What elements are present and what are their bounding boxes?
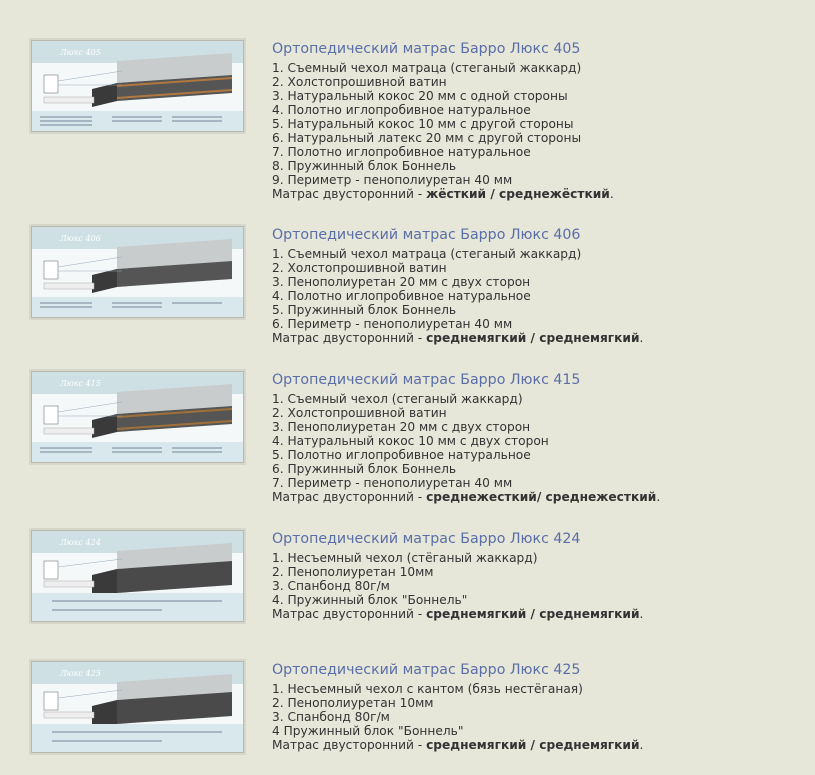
summary-prefix: Матрас двусторонний - <box>272 607 427 621</box>
summary-prefix: Матрас двусторонний - <box>272 738 427 752</box>
summary-prefix: Матрас двусторонний - <box>272 187 427 201</box>
mattress-image[interactable] <box>31 226 244 318</box>
summary-suffix: . <box>656 490 661 504</box>
list-item: 4. Полотно иглопробивное натуральное <box>272 289 531 303</box>
mattress-cross-section-illustration <box>32 662 243 752</box>
list-item: 3. Спанбонд 80г/м <box>272 710 390 724</box>
feature-list <box>272 682 812 738</box>
list-item: 4. Полотно иглопробивное натуральное <box>272 103 531 117</box>
list-item: 7. Полотно иглопробивное натуральное <box>272 145 531 159</box>
list-item: 6. Пружинный блок Боннель <box>272 462 457 476</box>
list-item: 2. Холстопрошивной ватин <box>272 261 447 275</box>
image-caption: Люкс 425 <box>60 669 101 678</box>
summary-prefix: Матрас двусторонний - <box>272 331 427 345</box>
list-item: 3. Натуральный кокос 20 мм с одной стороны <box>272 89 568 103</box>
summary-suffix: . <box>639 607 644 621</box>
list-item: 8. Пружинный блок Боннель <box>272 159 457 173</box>
list-item: 9. Периметр - пенополиуретан 40 мм <box>272 173 513 187</box>
list-item: 2. Холстопрошивной ватин <box>272 75 447 89</box>
mattress-image[interactable] <box>31 371 244 463</box>
list-item: 5. Натуральный кокос 10 мм с другой стороны <box>272 117 574 131</box>
mattress-image[interactable] <box>31 530 244 622</box>
feature-list <box>272 247 812 331</box>
mattress-cross-section-illustration <box>32 531 243 621</box>
product-info <box>272 40 812 201</box>
firmness-summary <box>272 490 812 504</box>
product-title[interactable]: Ортопедический матрас Барро Люкс 406 <box>272 227 581 243</box>
product-title[interactable]: Ортопедический матрас Барро Люкс 415 <box>272 372 581 388</box>
product-title[interactable]: Ортопедический матрас Барро Люкс 425 <box>272 662 581 678</box>
firmness-value: среднемягкий / среднемягкий <box>426 607 640 621</box>
image-caption: Люкс 424 <box>60 538 101 547</box>
firmness-summary <box>272 331 812 345</box>
summary-prefix: Матрас двусторонний - <box>272 490 427 504</box>
list-item: 1. Съемный чехол (стеганый жаккард) <box>272 392 523 406</box>
list-item: 2. Пенополиуретан 10мм <box>272 696 434 710</box>
mattress-image[interactable] <box>31 40 244 132</box>
mattress-cross-section-illustration <box>32 227 243 317</box>
firmness-value: среднежесткий/ среднежесткий <box>426 490 657 504</box>
list-item: 1. Несъемный чехол с кантом (бязь нестёганая) <box>272 682 583 696</box>
mattress-image[interactable] <box>31 661 244 753</box>
list-item: 7. Периметр - пенополиуретан 40 мм <box>272 476 513 490</box>
product-title[interactable]: Ортопедический матрас Барро Люкс 424 <box>272 531 581 547</box>
firmness-summary <box>272 607 812 621</box>
firmness-value: жёсткий / среднежёсткий <box>426 187 610 201</box>
firmness-value: среднемягкий / среднемягкий <box>426 738 640 752</box>
image-caption: Люкс 406 <box>60 234 101 243</box>
list-item: 2. Холстопрошивной ватин <box>272 406 447 420</box>
image-caption: Люкс 405 <box>60 48 101 57</box>
list-item: 1. Съемный чехол матраца (стеганый жаккард) <box>272 61 582 75</box>
mattress-cross-section-illustration <box>32 41 243 131</box>
list-item: 4 Пружинный блок "Боннель" <box>272 724 464 738</box>
product-info <box>272 661 812 752</box>
list-item: 3. Пенополиуретан 20 мм с двух сторон <box>272 275 531 289</box>
list-item: 5. Полотно иглопробивное натуральное <box>272 448 531 462</box>
feature-list <box>272 61 812 187</box>
product-info <box>272 530 812 621</box>
summary-suffix: . <box>609 187 614 201</box>
list-item: 5. Пружинный блок Боннель <box>272 303 457 317</box>
feature-list <box>272 392 812 490</box>
firmness-summary <box>272 187 812 201</box>
list-item: 4. Натуральный кокос 10 мм с двух сторон <box>272 434 549 448</box>
product-info <box>272 226 812 345</box>
list-item: 1. Несъемный чехол (стёганый жаккард) <box>272 551 538 565</box>
summary-suffix: . <box>639 738 644 752</box>
summary-suffix: . <box>639 331 644 345</box>
mattress-cross-section-illustration <box>32 372 243 462</box>
list-item: 6. Натуральный латекс 20 мм с другой стороны <box>272 131 582 145</box>
list-item: 3. Пенополиуретан 20 мм с двух сторон <box>272 420 531 434</box>
feature-list <box>272 551 812 607</box>
list-item: 6. Периметр - пенополиуретан 40 мм <box>272 317 513 331</box>
list-item: 1. Съемный чехол матраца (стеганый жаккард) <box>272 247 582 261</box>
firmness-summary <box>272 738 812 752</box>
firmness-value: среднемягкий / среднемягкий <box>426 331 640 345</box>
product-info <box>272 371 812 504</box>
list-item: 3. Спанбонд 80г/м <box>272 579 390 593</box>
image-caption: Люкс 415 <box>60 379 101 388</box>
list-item: 4. Пружинный блок "Боннель" <box>272 593 468 607</box>
list-item: 2. Пенополиуретан 10мм <box>272 565 434 579</box>
product-title[interactable]: Ортопедический матрас Барро Люкс 405 <box>272 41 581 57</box>
